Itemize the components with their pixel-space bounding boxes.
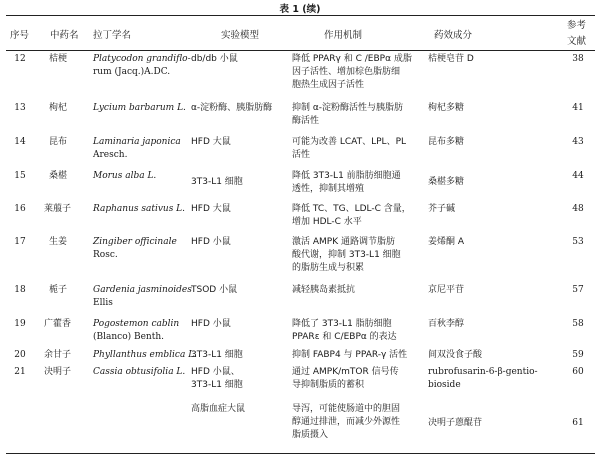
cell-latin: Cassia obtusifolia L. xyxy=(93,367,186,377)
cell-model: HFD 小鼠 xyxy=(191,237,231,247)
cell-no: 20 xyxy=(14,350,26,360)
cell-mechanism: 脂质摄入 xyxy=(292,430,329,440)
cell-model: α-淀粉酶、胰脂肪酶 xyxy=(191,103,273,113)
cell-mechanism: 导泻，可能使肠道中的胆固 xyxy=(292,404,401,414)
cell-mechanism: 胞热生成因子活性 xyxy=(292,80,365,90)
cell-model: 高脂血症大鼠 xyxy=(191,404,246,414)
cell-mechanism: 的脂肪生成与积累 xyxy=(292,263,365,273)
table-caption: 表 1 (续) xyxy=(279,4,321,15)
cell-model: HFD 大鼠 xyxy=(191,137,231,147)
cell-latin: Phyllanthus emblica L. xyxy=(93,350,198,360)
cell-no: 16 xyxy=(14,204,26,214)
cell-ingredient: 昆布多糖 xyxy=(428,137,465,147)
cell-mechanism: 导抑制脂质的蓄积 xyxy=(292,380,365,390)
cell-model: HFD 小鼠 xyxy=(191,319,231,329)
cell-mechanism: 降低 3T3-L1 前脂肪细胞通 xyxy=(292,171,401,181)
cell-no: 15 xyxy=(14,171,26,181)
cell-latin: Ellis xyxy=(93,298,113,308)
cell-ref: 44 xyxy=(572,171,584,181)
header-ref: 文献 xyxy=(567,36,587,47)
cell-ingredient: bioside xyxy=(428,380,461,390)
cell-model: 3T3-L1 细胞 xyxy=(191,380,243,390)
cell-ingredient: 芥子碱 xyxy=(428,204,456,214)
cell-mechanism: 抑制 α-淀粉酶活性与胰脂肪 xyxy=(292,103,404,113)
cell-no: 18 xyxy=(14,285,26,295)
cell-ingredient: rubrofusarin-6-β-gentio- xyxy=(428,367,538,377)
cell-latin: Raphanus sativus L. xyxy=(93,204,186,214)
cell-herb: 昆布 xyxy=(49,137,68,147)
cell-no: 17 xyxy=(14,237,26,247)
cell-model: HFD 大鼠 xyxy=(191,204,231,214)
cell-ref: 61 xyxy=(572,418,584,428)
cell-no: 19 xyxy=(14,319,26,329)
cell-ref: 41 xyxy=(572,103,584,113)
cell-ingredient: 桑椹多糖 xyxy=(428,177,465,187)
cell-ingredient: 京尼平苷 xyxy=(428,285,465,295)
header-ref: 参考 xyxy=(567,20,587,31)
cell-herb: 枸杞 xyxy=(49,103,68,113)
cell-herb: 生姜 xyxy=(49,237,68,247)
cell-ref: 60 xyxy=(572,367,584,377)
table-header xyxy=(6,16,595,50)
cell-latin: Aresch. xyxy=(93,150,128,160)
cell-ref: 38 xyxy=(572,54,584,64)
cell-mechanism: 降低 PPARγ 和 C /EBPα 成脂 xyxy=(292,54,412,64)
cell-herb: 栀子 xyxy=(49,285,68,295)
cell-mechanism: 醇通过排泄，而减少外源性 xyxy=(292,417,401,427)
header-model: 实验模型 xyxy=(221,30,260,41)
cell-latin: Platycodon grandiflo- xyxy=(93,54,191,64)
header-mechanism: 作用机制 xyxy=(324,30,363,41)
cell-ingredient: 枸杞多糖 xyxy=(428,103,465,113)
cell-ref: 59 xyxy=(572,350,584,360)
table-bottom-rule xyxy=(6,453,595,454)
cell-ref: 48 xyxy=(572,204,584,214)
cell-latin: Morus alba L. xyxy=(93,171,157,181)
cell-model: db/db 小鼠 xyxy=(191,54,238,64)
cell-mechanism: 增加 HDL-C 水平 xyxy=(292,217,362,227)
header-ingredient: 药效成分 xyxy=(434,30,473,41)
cell-latin: Gardenia jasminoides xyxy=(93,285,192,295)
cell-ingredient: 桔梗皂苷 D xyxy=(428,54,474,64)
cell-no: 21 xyxy=(14,367,26,377)
cell-mechanism: 通过 AMPK/mTOR 信号传 xyxy=(292,367,399,377)
cell-ref: 43 xyxy=(572,137,584,147)
cell-mechanism: 酶活性 xyxy=(292,116,320,126)
cell-model: TSOD 小鼠 xyxy=(191,285,238,295)
cell-herb: 广藿香 xyxy=(44,319,72,329)
cell-ingredient: 间双没食子酸 xyxy=(428,350,483,360)
cell-mechanism: 减轻胰岛素抵抗 xyxy=(292,285,356,295)
cell-herb: 决明子 xyxy=(44,367,72,377)
header-latin: 拉丁学名 xyxy=(93,30,132,41)
cell-latin: Rosc. xyxy=(93,250,118,260)
cell-ingredient: 百秋李醇 xyxy=(428,319,465,329)
cell-mechanism: 可能为改善 LCAT、LPL、PL xyxy=(292,137,407,147)
cell-latin: (Blanco) Benth. xyxy=(93,332,165,342)
cell-latin: Laminaria japonica xyxy=(93,137,181,147)
cell-herb: 余甘子 xyxy=(44,350,72,360)
cell-herb: 莱菔子 xyxy=(44,204,72,214)
cell-ingredient: 决明子蒽醌苷 xyxy=(428,418,483,428)
header-herb: 中药名 xyxy=(50,30,79,41)
cell-ref: 53 xyxy=(572,237,584,247)
cell-latin: Lycium barbarum L. xyxy=(93,103,186,113)
cell-mechanism: 透性，抑制其增殖 xyxy=(292,184,365,194)
cell-mechanism: 抑制 FABP4 与 PPAR-γ 活性 xyxy=(292,350,408,360)
cell-model: 3T3-L1 细胞 xyxy=(191,350,243,360)
header-no: 序号 xyxy=(10,30,30,41)
cell-no: 12 xyxy=(14,54,26,64)
cell-ingredient: 姜烯酮 A xyxy=(428,237,465,247)
cell-herb: 桔梗 xyxy=(49,54,68,64)
table-header-rule xyxy=(6,50,595,51)
cell-latin: Zingiber officinale xyxy=(93,237,177,247)
cell-mechanism: 激活 AMPK 通路调节脂肪 xyxy=(292,237,395,247)
cell-model: 3T3-L1 细胞 xyxy=(191,177,243,187)
cell-mechanism: 酸代谢，抑制 3T3-L1 细胞 xyxy=(292,250,401,260)
cell-mechanism: PPARε 和 C/EBPα 的表达 xyxy=(292,332,397,342)
cell-herb: 桑椹 xyxy=(49,171,68,181)
cell-no: 13 xyxy=(14,103,26,113)
cell-mechanism: 降低 TC、TG、LDL-C 含量， xyxy=(292,204,411,214)
cell-latin: Pogostemon cablin xyxy=(93,319,180,329)
cell-mechanism: 活性 xyxy=(292,150,311,160)
cell-mechanism: 降低了 3T3-L1 脂肪细胞 xyxy=(292,319,392,329)
cell-no: 14 xyxy=(14,137,26,147)
cell-model: HFD 小鼠、 xyxy=(191,367,240,377)
cell-ref: 58 xyxy=(572,319,584,329)
cell-ref: 57 xyxy=(572,285,584,295)
cell-latin: rum (Jacq.)A.DC. xyxy=(93,67,171,77)
cell-mechanism: 因子活性、增加棕色脂肪细 xyxy=(292,67,401,77)
